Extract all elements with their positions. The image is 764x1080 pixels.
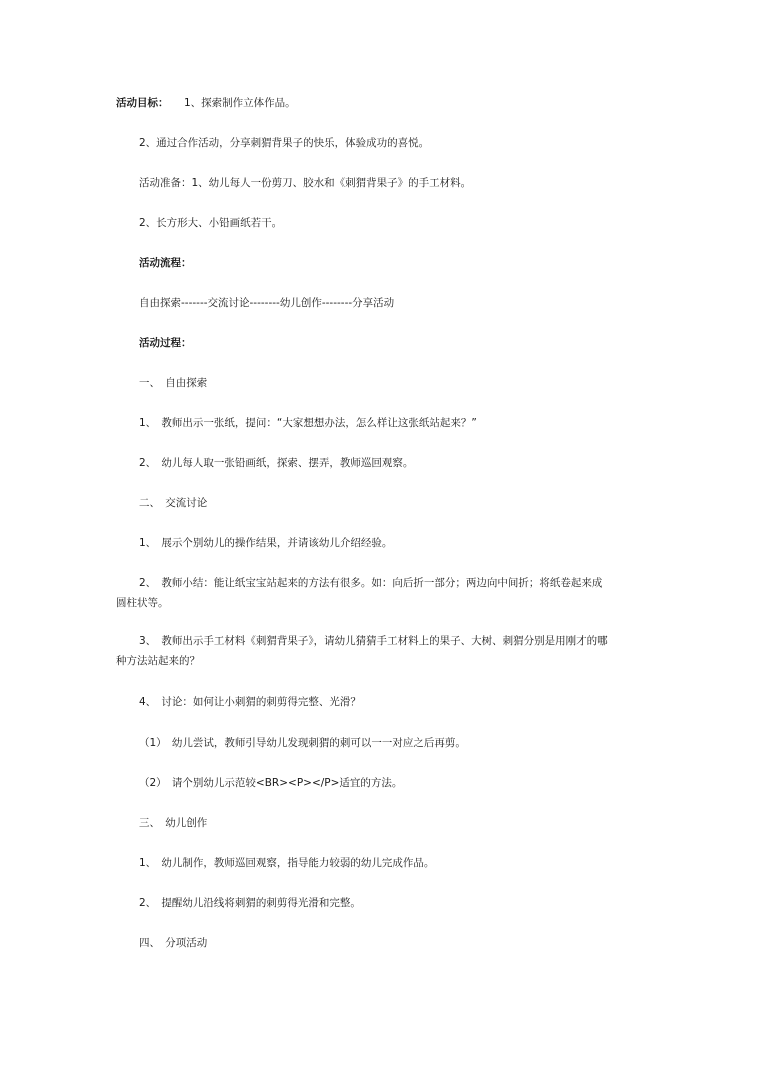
goal-item-2: 2、通过合作活动，分享刺猬背果子的快乐，体验成功的喜悦。 (139, 137, 430, 149)
section-2-item-2-line-1: 2、 教师小结：能让纸宝宝站起来的方法有很多。如：向后折一部分；两边向中间折；将纸卷起来成 (139, 577, 603, 589)
section-1-item-1: 1、 教师出示一张纸，提问：“大家想想办法，怎么样让这张纸站起来？” (139, 417, 477, 429)
section-2-item-3-line-1: 3、 教师出示手工材料《刺猬背果子》，请幼儿猜猜手工材料上的果子、大树、刺猬分别是用刚才的哪 (139, 635, 608, 647)
section-1-title: 一、 自由探索 (139, 377, 208, 389)
goal-label: 活动目标： (116, 97, 169, 109)
flow-heading: 活动流程： (139, 257, 192, 269)
section-2-item-2-line-2: 圆柱状等。 (116, 597, 169, 609)
section-3-item-1: 1、 幼儿制作，教师巡回观察，指导能力较弱的幼儿完成作品。 (139, 857, 435, 869)
section-2-subitem-2: （2） 请个别幼儿示范较<BR><P></P>适宜的方法。 (139, 777, 403, 789)
section-3-item-2: 2、 提醒幼儿沿线将刺猬的刺剪得光滑和完整。 (139, 897, 361, 909)
section-2-subitem-1: （1） 幼儿尝试，教师引导幼儿发现刺猬的刺可以一一对应之后再剪。 (139, 737, 466, 749)
preparation-item-2: 2、长方形大、小铅画纸若干。 (139, 217, 283, 229)
process-heading: 活动过程： (139, 337, 192, 349)
section-2-item-4: 4、 讨论：如何让小刺猬的刺剪得完整、光滑？ (139, 696, 361, 708)
flow-text: 自由探索-------交流讨论--------幼儿创作--------分享活动 (139, 297, 395, 309)
section-4-title: 四、 分项活动 (139, 937, 208, 949)
section-1-item-2: 2、 幼儿每人取一张铅画纸，探索、摆弄，教师巡回观察。 (139, 457, 414, 469)
section-2-title: 二、 交流讨论 (139, 497, 208, 509)
section-2-item-3-line-2: 种方法站起来的？ (116, 655, 200, 667)
section-3-title: 三、 幼儿创作 (139, 817, 208, 829)
goal-item-1: 1、探索制作立体作品。 (184, 97, 296, 109)
preparation-item-1: 活动准备：1、幼儿每人一份剪刀、胶水和《刺猬背果子》的手工材料。 (139, 177, 472, 189)
section-2-item-1: 1、 展示个别幼儿的操作结果，并请该幼儿介绍经验。 (139, 537, 393, 549)
